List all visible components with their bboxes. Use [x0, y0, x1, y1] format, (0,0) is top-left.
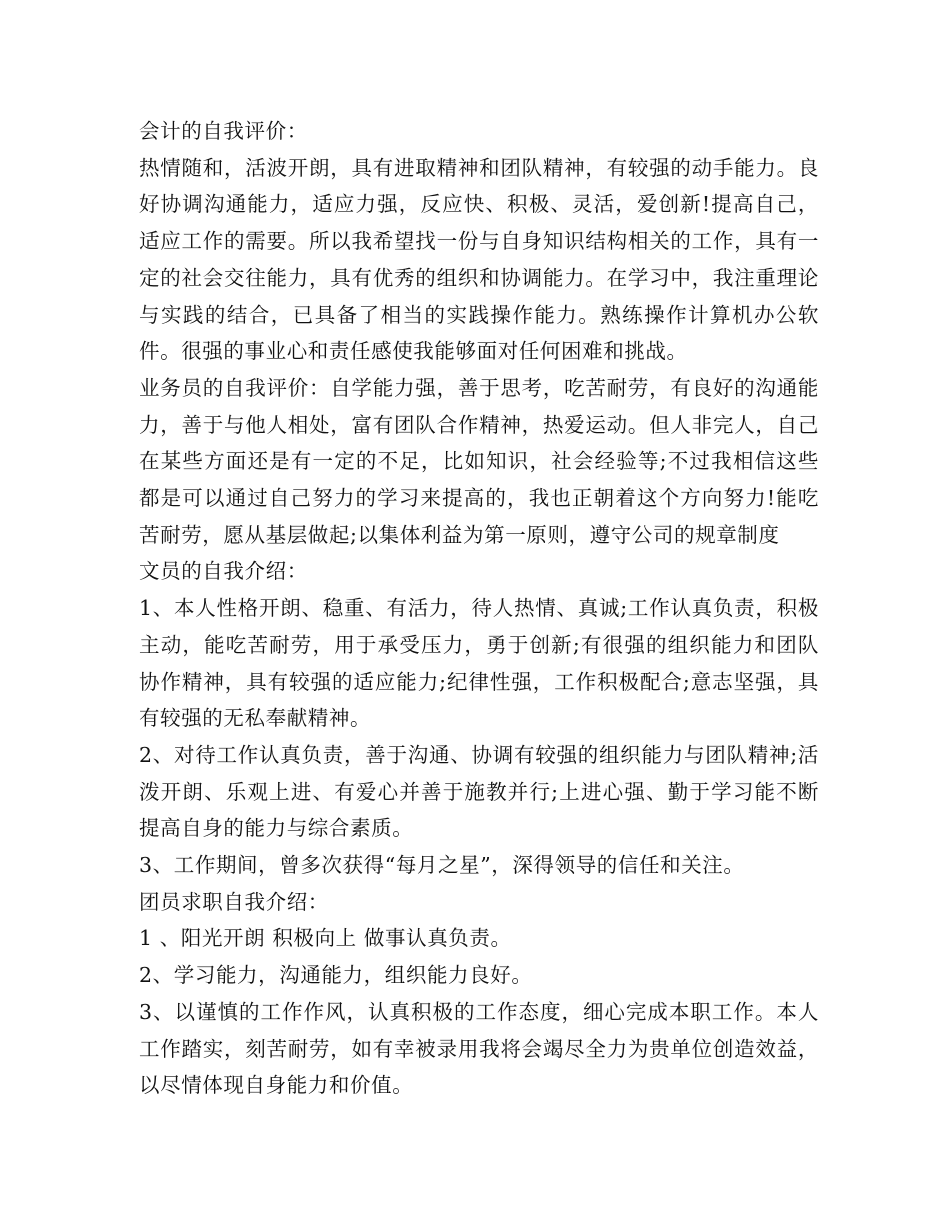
- paragraph-accountant-evaluation: 热情随和，活波开朗，具有进取精神和团队精神，有较强的动手能力。良好协调沟通能力，适应力强，反应快、积极、灵活，爱创新!提高自己，适应工作的需要。所以我希望找一份与自身知识结构相关的工作，具有一定的社会交往能力，具有优秀的组织和协调能力。在学习中，我注重理论与实践的结合，已具备了相当的实践操作能力。熟练操作计算机办公软件。很强的事业心和责任感使我能够面对任何困难和挑战。: [139, 155, 819, 364]
- heading-accountant-self-evaluation: 会计的自我评价：: [139, 119, 308, 143]
- paragraph-clerk-point-3: 3、工作期间，曾多次获得“每月之星”，深得领导的信任和关注。: [139, 853, 745, 878]
- paragraph-league-point-1: 1 、阳光开朗 积极向上 做事认真负责。: [139, 926, 512, 951]
- paragraph-clerk-point-1: 1、本人性格开朗、稳重、有活力，待人热情、真诚;工作认真负责，积极主动，能吃苦耐劳，用于承受压力，勇于创新;有很强的组织能力和团队协作精神，具有较强的适应能力;纪律性强，工作积极配合;意志坚强，具有较强的无私奉献精神。: [139, 596, 819, 731]
- paragraph-league-point-3: 3、以谨慎的工作作风，认真积极的工作态度，细心完成本职工作。本人工作踏实，刻苦耐劳，如有幸被录用我将会竭尽全力为贵单位创造效益，以尽情体现自身能力和价值。: [139, 999, 819, 1098]
- heading-league-member-self-introduction: 团员求职自我介绍：: [139, 889, 329, 914]
- heading-clerk-self-introduction: 文员的自我介绍：: [139, 559, 308, 584]
- paragraph-clerk-point-2: 2、对待工作认真负责，善于沟通、协调有较强的组织能力与团队精神;活泼开朗、乐观上进、有爱心并善于施教并行;上进心强、勤于学习能不断提高自身的能力与综合素质。: [139, 742, 819, 841]
- paragraph-league-point-2: 2、学习能力，沟通能力，组织能力良好。: [139, 963, 533, 988]
- document-body: [139, 113, 819, 1104]
- paragraph-salesperson-evaluation: 业务员的自我评价：自学能力强，善于思考，吃苦耐劳，有良好的沟通能力，善于与他人相处，富有团队合作精神，热爱运动。但人非完人，自己在某些方面还是有一定的不足，比如知识，社会经验等;不过我相信这些都是可以通过自己努力的学习来提高的，我也正朝着这个方向努力!能吃苦耐劳，愿从基层做起;以集体利益为第一原则，遵守公司的规章制度: [139, 375, 819, 547]
